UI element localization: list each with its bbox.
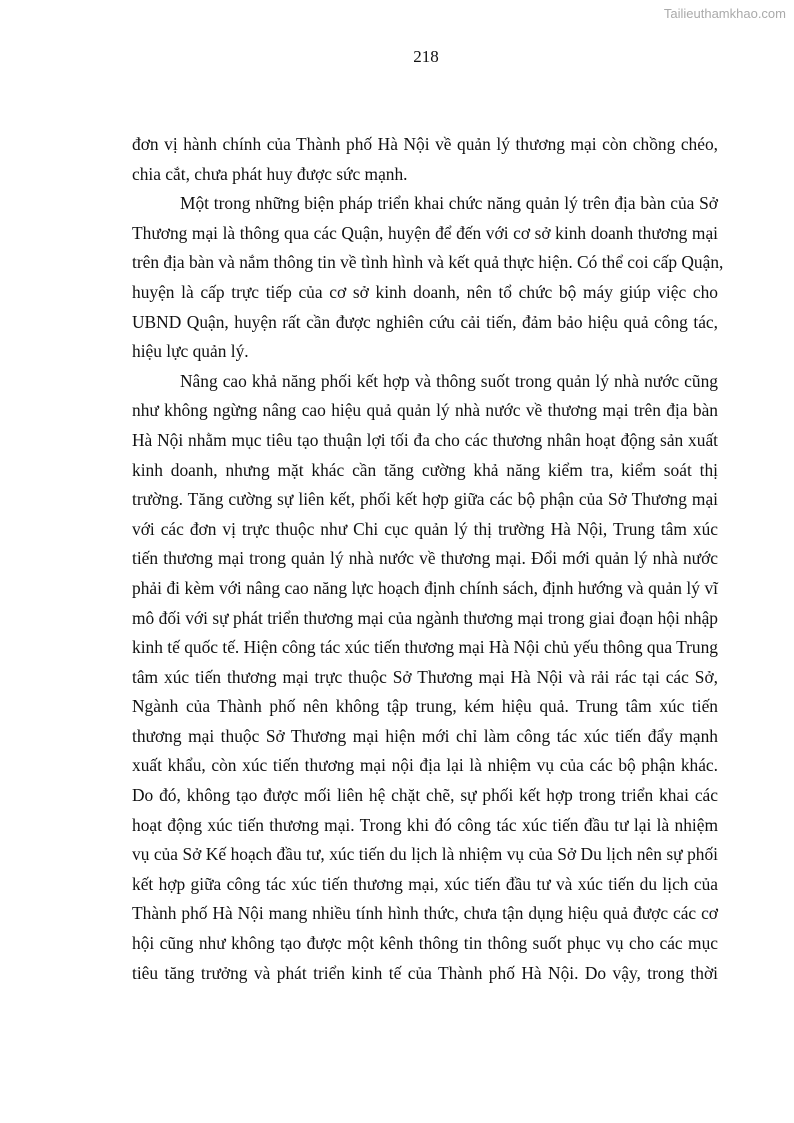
text-line: xuất khẩu, còn xúc tiến thương mại nội địa lại là nhiệm vụ của các bộ phận khác. [132, 755, 718, 776]
text-line: với các đơn vị trực thuộc như Chi cục quản lý thị trường Hà Nội, Trung tâm xúc [132, 518, 718, 539]
text-line: tâm xúc tiến thương mại trực thuộc Sở Thương mại Hà Nội và rải rác tại các Sở, [132, 666, 718, 687]
text-line: Thành phố Hà Nội mang nhiều tính hình thức, chưa tận dụng hiệu quả được các cơ [132, 903, 718, 924]
text-line: kinh doanh, nhưng mặt khác cần tăng cường khả năng kiểm tra, kiểm soát thị [132, 459, 718, 480]
text-line: Do đó, không tạo được mối liên hệ chặt chẽ, sự phối kết hợp trong triển khai các [132, 785, 718, 806]
text-line: chia cắt, chưa phát huy được sức mạnh. [132, 163, 408, 184]
text-line: huyện là cấp trực tiếp của cơ sở kinh doanh, nên tổ chức bộ máy giúp việc cho [132, 281, 718, 302]
text-line: kinh tế quốc tế. Hiện công tác xúc tiến thương mại Hà Nội chủ yếu thông qua Trung [132, 637, 718, 658]
text-line: mô đối với sự phát triển thương mại của ngành thương mại trong giai đoạn hội nhập [132, 607, 718, 628]
page-number: 218 [413, 47, 439, 66]
text-line: hiệu lực quản lý. [132, 341, 249, 362]
text-line: vụ của Sở Kế hoạch đầu tư, xúc tiến du lịch là nhiệm vụ của Sở Du lịch nên sự phối [132, 844, 718, 865]
text-line: Ngành của Thành phố nên không tập trung, kém hiệu quả. Trung tâm xúc tiến [132, 696, 718, 717]
text-line: hoạt động xúc tiến thương mại. Trong khi đó công tác xúc tiến đầu tư lại là nhiệm [132, 814, 718, 835]
text-line: UBND Quận, huyện rất cần được nghiên cứu cải tiến, đảm bảo hiệu quả công tác, [132, 311, 718, 332]
text-line: kết hợp giữa công tác xúc tiến thương mại, xúc tiến đầu tư và xúc tiến du lịch của [132, 873, 718, 894]
text-line: Một trong những biện pháp triển khai chức năng quản lý trên địa bàn của Sở [180, 193, 718, 214]
text-line: như không ngừng nâng cao hiệu quả quản lý nhà nước về thương mại trên địa bàn [132, 400, 718, 421]
text-line: Nâng cao khả năng phối kết hợp và thông suốt trong quản lý nhà nước cũng [180, 370, 718, 391]
body-text [132, 130, 724, 988]
text-line: Hà Nội nhằm mục tiêu tạo thuận lợi tối đa cho các thương nhân hoạt động sản xuất [132, 429, 718, 450]
text-line: trường. Tăng cường sự liên kết, phối kết hợp giữa các bộ phận của Sở Thương mại [132, 489, 718, 510]
text-line: phải đi kèm với nâng cao năng lực hoạch định chính sách, định hướng và quản lý vĩ [132, 577, 718, 598]
text-line: Thương mại là thông qua các Quận, huyện để đến với cơ sở kinh doanh thương mại [132, 222, 718, 243]
text-line: tiến thương mại trong quản lý nhà nước về thương mại. Đổi mới quản lý nhà nước [132, 548, 718, 569]
watermark: Tailieuthamkhao.com [663, 6, 786, 21]
text-line: hội cũng như không tạo được một kênh thông tin thông suốt phục vụ cho các mục [132, 933, 718, 954]
text-line: thương mại thuộc Sở Thương mại hiện mới chỉ làm công tác xúc tiến đẩy mạnh [132, 725, 718, 746]
text-line: tiêu tăng trưởng và phát triển kinh tế của Thành phố Hà Nội. Do vậy, trong thời [132, 962, 718, 983]
text-line: trên địa bàn và nắm thông tin về tình hình và kết quả thực hiện. Có thể coi cấp Quận, [132, 252, 724, 273]
text-line: đơn vị hành chính của Thành phố Hà Nội về quản lý thương mại còn chồng chéo, [132, 134, 718, 154]
